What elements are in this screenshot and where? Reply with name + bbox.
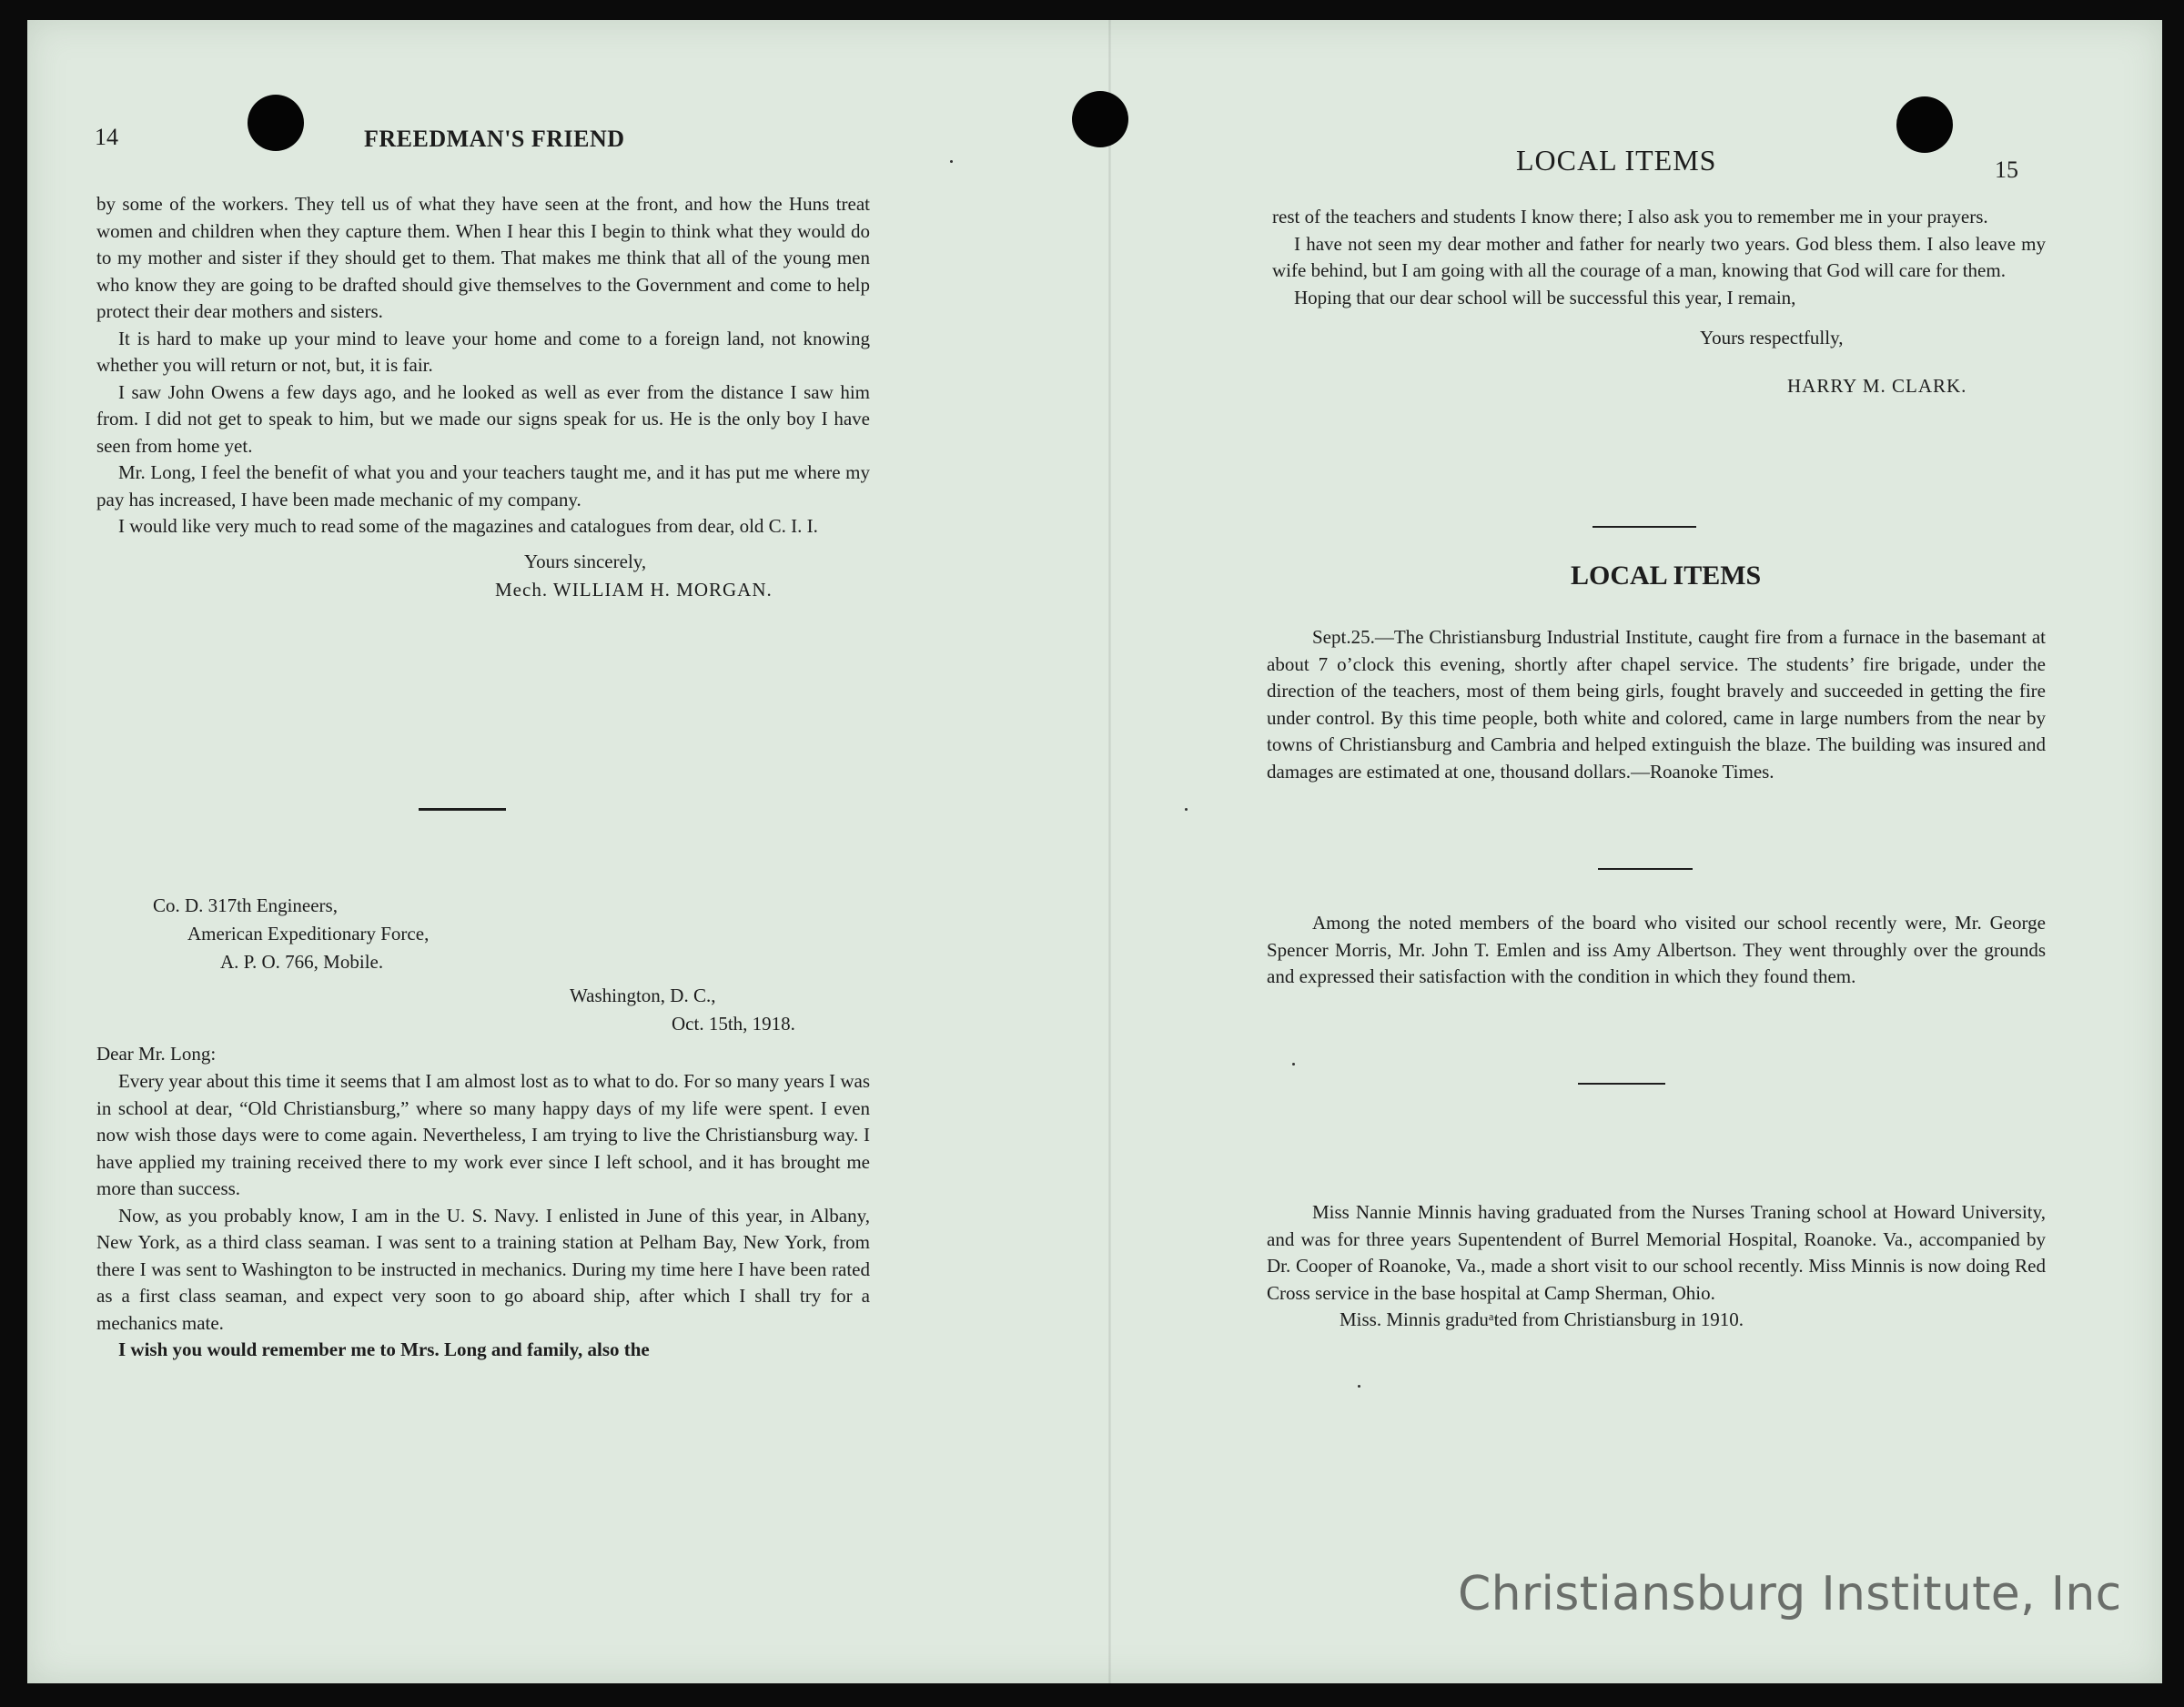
running-header: LOCAL ITEMS	[1516, 144, 1717, 177]
section-title: LOCAL ITEMS	[1571, 561, 1762, 591]
address-line: Co. D. 317th Engineers,	[153, 894, 338, 916]
page-fold	[1108, 20, 1111, 1683]
section-divider	[1598, 868, 1693, 870]
paper-speck	[1292, 1063, 1295, 1066]
page-number: 14	[95, 124, 118, 150]
address-line: American Expeditionary Force,	[187, 923, 430, 944]
letter-clark-continued	[1272, 204, 2046, 400]
punch-hole	[1072, 91, 1128, 147]
paper-speck	[1358, 1385, 1360, 1388]
letter-morgan	[96, 191, 870, 604]
paragraph: Among the noted members of the board who visited our school recently were, Mr. George Spencer Morris, Mr. John T. Emlen and iss Amy Albertson. They went throughly over the grounds and expressed their satisfaction with the condition in which they found them.	[1267, 912, 2046, 987]
left-page	[96, 20, 870, 1683]
signature: Mech. WILLIAM H. MORGAN.	[495, 578, 773, 601]
paragraph: I wish you would remember me to Mrs. Long and family, also the	[118, 1338, 650, 1360]
salutation: Dear Mr. Long:	[96, 1043, 217, 1065]
paragraph: Sept.25.—The Christiansburg Industrial Institute, caught fire from a furnace in the basemant at about 7 o’clock this evening, shortly after chapel service. The students’ fire brigade, under the direction of the teachers, most of them being girls, fought bravely and succeeded in getting the fire under control. By this time people, both white and colored, came in large numbers from the near by towns of Christiansburg and Cambria and helped extinguish the blaze. The building was insured and damages are estimated at one, thousand dollars.—Roanoke Times.	[1267, 626, 2046, 783]
paragraph: Miss. Minnis graduᵃted from Christiansburg in 1910.	[1340, 1308, 1744, 1330]
paper-speck	[950, 160, 953, 163]
letter-clark	[96, 892, 870, 1364]
page-number: 15	[1995, 157, 2018, 183]
closing: Yours sincerely,	[524, 550, 647, 572]
paragraph: I have not seen my dear mother and father for nearly two years. God bless them. I also leave my wife behind, but I am going with all the courage of a man, knowing that God will care for them.	[1272, 232, 2046, 281]
news-item	[1267, 1199, 2046, 1334]
paragraph: I saw John Owens a few days ago, and he looked as well as ever from the distance I saw him from. I did not get to speak to him, but we made our signs speak for us. He is the only boy I have seen from home yet.	[96, 380, 870, 457]
letter-date: Oct. 15th, 1918.	[672, 1013, 795, 1035]
paragraph: rest of the teachers and students I know there; I also ask you to remember me in your prayers.	[1272, 206, 1988, 227]
signature: HARRY M. CLARK.	[1787, 375, 1967, 397]
section-divider	[1578, 1083, 1665, 1085]
watermark: Christiansburg Institute, Inc	[1458, 1567, 2122, 1621]
document-sheet	[27, 20, 2162, 1683]
paragraph: Hoping that our dear school will be successful this year, I remain,	[1294, 286, 1796, 308]
news-item	[1267, 624, 2046, 785]
address-line: A. P. O. 766, Mobile.	[220, 951, 384, 973]
news-item	[1267, 910, 2046, 991]
letter-place: Washington, D. C.,	[570, 985, 716, 1006]
paragraph: Mr. Long, I feel the benefit of what you and your teachers taught me, and it has put me where my pay has increased, I have been made mechanic of my company.	[96, 461, 870, 510]
paragraph: I would like very much to read some of the magazines and catalogues from dear, old C. I. I.	[118, 515, 818, 537]
paragraph: by some of the workers. They tell us of what they have seen at the front, and how the Huns treat women and children when they capture them. When I hear this I begin to think what they would do to my mother and sister if they should get to them. That makes me think that all of the young men who know they are going to be drafted should give themselves to the Government and come to help protect their dear mothers and sisters.	[96, 193, 870, 322]
closing: Yours respectfully,	[1700, 327, 1844, 348]
paragraph: Now, as you probably know, I am in the U. S. Navy. I enlisted in June of this year, in Albany, New York, as a third class seaman. I was sent to a training station at Pelham Bay, New York, from there I was sent to Washington to be instructed in mechanics. During my time here I have been rated as a first class seaman, and expect very soon to go aboard ship, after which I shall try for a mechanics mate.	[96, 1204, 870, 1334]
section-divider	[1592, 526, 1696, 528]
paragraph: Miss Nannie Minnis having graduated from the Nurses Traning school at Howard University, and was for three years Supentendent of Burrel Memorial Hospital, Roanoke. Va., accompanied by Dr. Cooper of Roanoke, Va., made a short visit to our school recently. Miss Minnis is now doing Red Cross service in the base hospital at Camp Sherman, Ohio.	[1267, 1201, 2046, 1304]
paragraph: It is hard to make up your mind to leave your home and come to a foreign land, not knowing whether you will return or not, but, it is fair.	[96, 327, 870, 376]
right-page	[1238, 20, 2046, 1683]
paragraph: Every year about this time it seems that I am almost lost as to what to do. For so many years I was in school at dear, “Old Christiansburg,” where so many happy days of my life were spent. I even now wish those days were to come again. Nevertheless, I am trying to live the Christiansburg way. I have applied my training received there to my work ever since I left school, and it has brought me more than success.	[96, 1070, 870, 1199]
running-header: FREEDMAN'S FRIEND	[364, 126, 625, 152]
section-divider	[419, 808, 506, 811]
paper-speck	[1185, 808, 1188, 811]
